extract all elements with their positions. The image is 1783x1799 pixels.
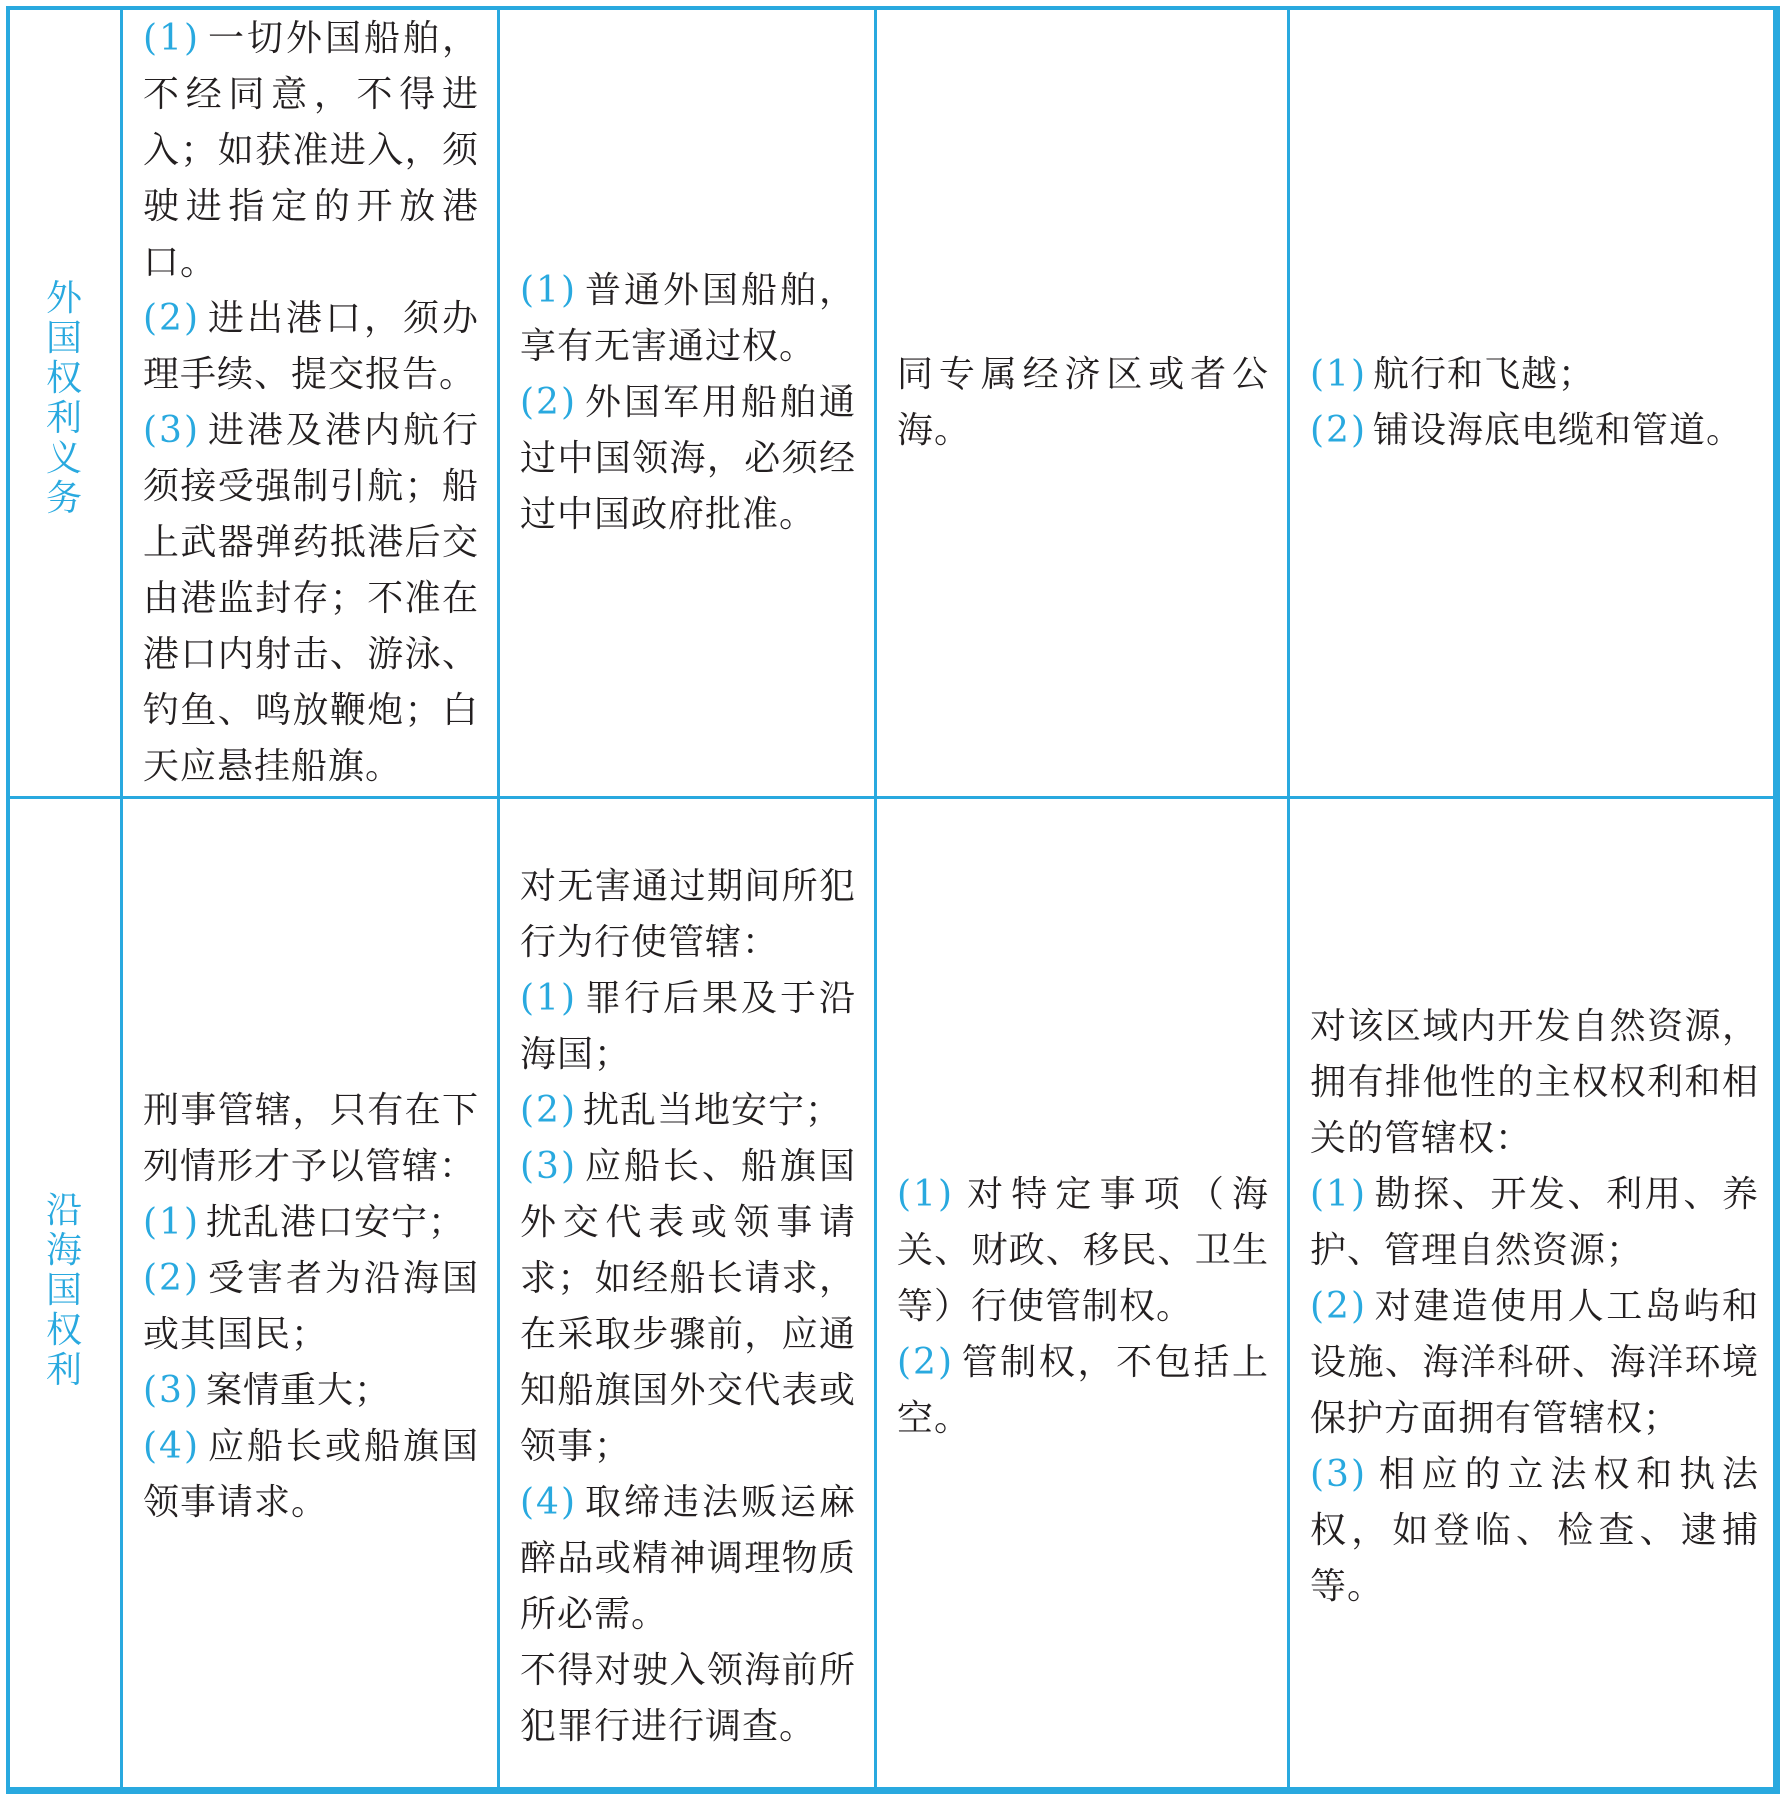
item-text: 航行和飞越； (1373, 353, 1596, 395)
item-text: 刑事管辖，只有在下列情形才予以管辖： (143, 1090, 479, 1187)
item-text: 外国军用船舶通过中国领海，必须经过中国政府批准。 (520, 381, 856, 535)
item-number: (2) (1310, 1286, 1367, 1327)
item-number: (1) (897, 1174, 954, 1215)
item-text: 铺设海底电缆和管道。 (1373, 409, 1744, 451)
item-number: (2) (143, 1258, 200, 1299)
item-text: 一切外国船舶，不经同意，不得进入；如获准进入，须驶进指定的开放港口。 (143, 17, 479, 283)
item-number: (3) (143, 1370, 200, 1411)
item-number: (2) (520, 381, 577, 423)
item-text: 案情重大； (206, 1370, 392, 1411)
item-text: 应船长或船旗国领事请求。 (143, 1426, 479, 1523)
item-number: (1) (143, 1202, 200, 1243)
item-number: (1) (1310, 353, 1367, 395)
item-number: (1) (143, 17, 200, 59)
table-outer-border (6, 6, 1777, 1791)
item-text: 扰乱当地安宁； (583, 1090, 843, 1131)
item-text: 对特定事项（海关、财政、移民、卫生等）行使管制权。 (897, 1174, 1269, 1327)
item-text: 普通外国船舶，享有无害通过权。 (520, 269, 856, 367)
item-text: 不得对驶入领海前所犯罪行进行调查。 (520, 1650, 856, 1747)
item-text: 取缔违法贩运麻醉品或精神调理物质所必需。 (520, 1482, 856, 1635)
item-text: 管制权，不包括上空。 (897, 1342, 1269, 1439)
item-text: 受害者为沿海国或其国民； (143, 1258, 479, 1355)
item-text: 同专属经济区或者公海。 (897, 353, 1269, 451)
item-number: (1) (1310, 1174, 1367, 1215)
item-number: (2) (897, 1342, 954, 1383)
item-text: 进港及港内航行须接受强制引航；船上武器弹药抵港后交由港监封存；不准在港口内射击、游泳、钓鱼、鸣放鞭炮；白天应悬挂船旗。 (143, 409, 479, 787)
item-text: 扰乱港口安宁； (206, 1202, 466, 1243)
item-number: (1) (520, 978, 577, 1019)
item-text: 对该区域内开发自然资源，拥有排他性的主权权利和相关的管辖权： (1310, 1006, 1759, 1159)
item-number: (2) (1310, 409, 1367, 451)
item-text: 应船长、船旗国外交代表或领事请求；如经船长请求，在采取步骤前，应通知船旗国外交代表或领事； (520, 1146, 856, 1467)
item-text: 进出港口，须办理手续、提交报告。 (143, 297, 479, 395)
item-number: (4) (520, 1482, 577, 1523)
item-number: (2) (143, 297, 200, 339)
item-number: (3) (143, 409, 200, 451)
row-header-label: 沿海国权利 (45, 1190, 83, 1391)
item-text: 对建造使用人工岛屿和设施、海洋科研、海洋环境保护方面拥有管辖权； (1310, 1286, 1759, 1439)
item-number: (2) (520, 1090, 577, 1131)
item-number: (4) (143, 1426, 200, 1467)
item-number: (1) (520, 269, 577, 311)
item-text: 对无害通过期间所犯行为行使管辖： (520, 866, 856, 963)
item-text: 相应的立法权和执法权，如登临、检查、逮捕等。 (1310, 1454, 1759, 1607)
item-number: (3) (1310, 1454, 1367, 1495)
row-header-label: 外国权利义务 (45, 277, 83, 519)
item-text: 罪行后果及于沿海国； (520, 978, 856, 1075)
item-text: 勘探、开发、利用、养护、管理自然资源； (1310, 1174, 1759, 1271)
item-number: (3) (520, 1146, 577, 1187)
